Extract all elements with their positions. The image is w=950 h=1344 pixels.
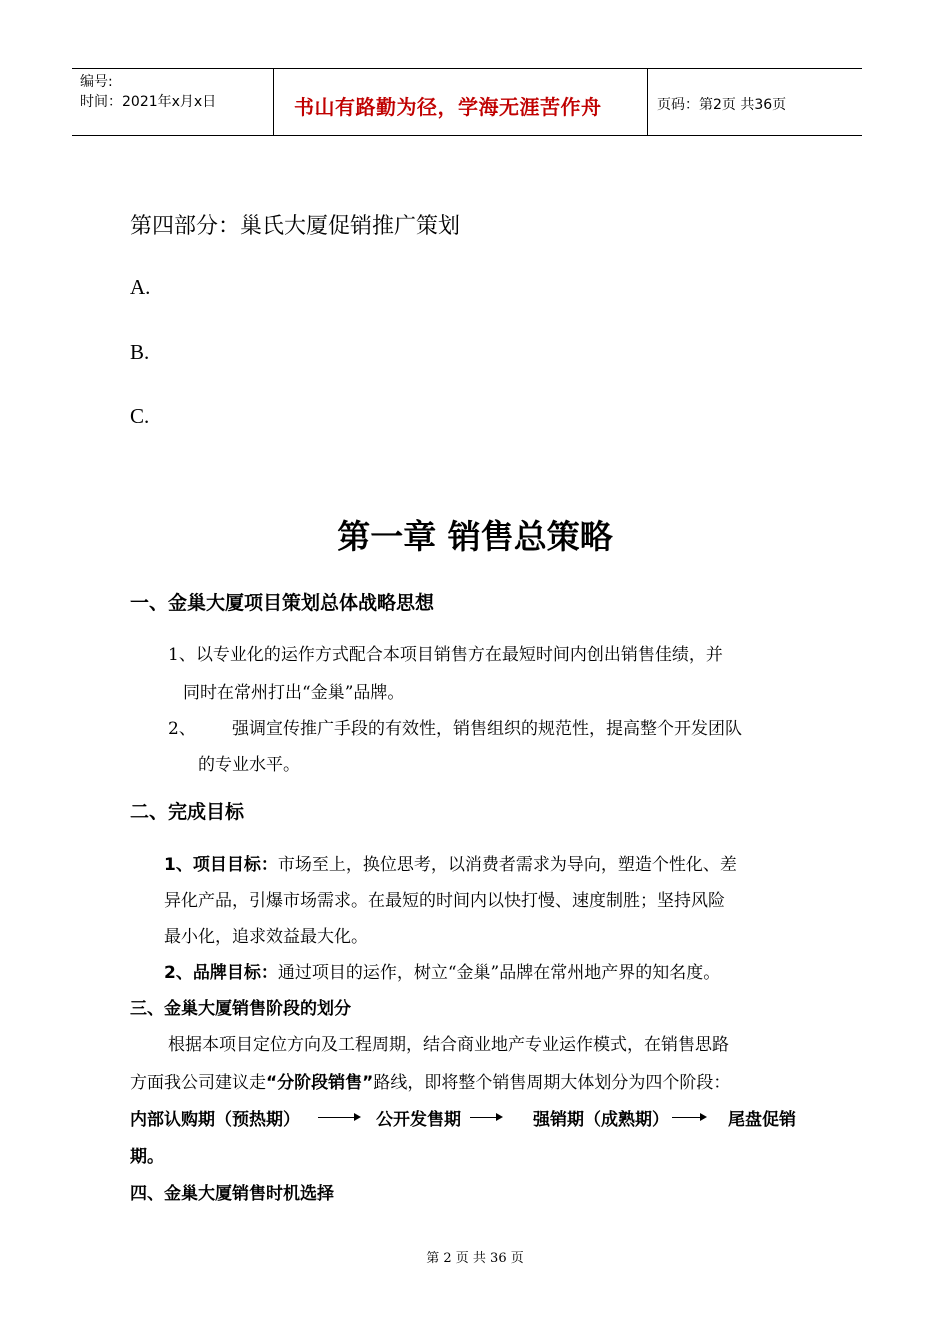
stage-arrow-2 <box>470 1117 496 1118</box>
header-page-number: 页码：第2页 共36页 <box>657 97 787 113</box>
stage-public-sale: 公开发售期 <box>376 1110 461 1130</box>
page-footer: 第 2 页 共 36 页 <box>426 1251 524 1266</box>
project-goal-line1 <box>164 850 737 875</box>
header-divider-left <box>273 68 274 136</box>
section-three-line2-start: 方面我公司建议走 <box>130 1073 266 1093</box>
header-top-border <box>72 68 862 69</box>
section-one-para2-line2: 的专业水平。 <box>198 755 300 775</box>
chapter-title: 第一章 销售总策略 <box>337 517 613 556</box>
header-divider-right <box>647 68 648 136</box>
section-three-line2 <box>130 1068 730 1093</box>
section-three-line2-end: 路线，即将整个销售周期大体划分为四个阶段： <box>373 1073 731 1093</box>
section-three-line1: 根据本项目定位方向及工程周期，结合商业地产专业运作模式，在销售思路 <box>168 1035 729 1055</box>
section-one-para1-line1: 1、以专业化的运作方式配合本项目销售方在最短时间内创出销售佳绩，并 <box>168 645 723 665</box>
header-bottom-border <box>72 135 862 136</box>
document-number-label: 编号: <box>80 74 113 90</box>
stage-final-promotion: 尾盘促销 <box>728 1110 796 1130</box>
brand-goal-label: 2、品牌目标： <box>164 963 278 983</box>
section-one-para1-line2: 同时在常州打出“金巢”品牌。 <box>183 683 405 703</box>
stage-arrow-3 <box>672 1117 700 1118</box>
project-goal-label: 1、项目目标： <box>164 855 278 875</box>
project-goal-text: 市场至上，换位思考，以消费者需求为导向，塑造个性化、差 <box>277 855 737 875</box>
document-time-label: 时间：2021年x月x日 <box>80 94 217 110</box>
project-goal-line3: 最小化，追求效益最大化。 <box>164 927 368 947</box>
section-one-heading: 一、金巢大厦项目策划总体战略思想 <box>130 592 435 614</box>
stage-arrow-1 <box>318 1117 354 1118</box>
brand-goal-text: 通过项目的运作，树立“金巢”品牌在常州地产界的知名度。 <box>277 963 721 983</box>
part-four-item-b: B. <box>130 340 150 364</box>
stage-final-promotion-end: 期。 <box>130 1147 164 1167</box>
section-one-para2-line1: 强调宣传推广手段的有效性，销售组织的规范性，提高整个开发团队 <box>232 719 742 739</box>
brand-goal-line <box>164 958 720 983</box>
part-four-item-a: A. <box>130 275 151 299</box>
stage-strong-sales: 强销期（成熟期） <box>533 1110 669 1130</box>
header-motto: 书山有路勤为径，学海无涯苦作舟 <box>294 95 602 119</box>
section-one-para2-number: 2、 <box>168 719 196 739</box>
section-four-heading: 四、金巢大厦销售时机选择 <box>130 1184 334 1204</box>
section-three-heading: 三、金巢大厦销售阶段的划分 <box>130 999 351 1019</box>
part-four-item-c: C. <box>130 404 150 428</box>
part-four-title: 第四部分：巢氏大厦促销推广策划 <box>130 214 461 239</box>
stage-internal-subscription: 内部认购期（预热期） <box>130 1110 300 1130</box>
phased-sales-emphasis: “分阶段销售” <box>266 1073 374 1093</box>
section-two-heading: 二、完成目标 <box>130 801 245 823</box>
project-goal-line2: 异化产品，引爆市场需求。在最短的时间内以快打慢、速度制胜；坚持风险 <box>164 891 725 911</box>
